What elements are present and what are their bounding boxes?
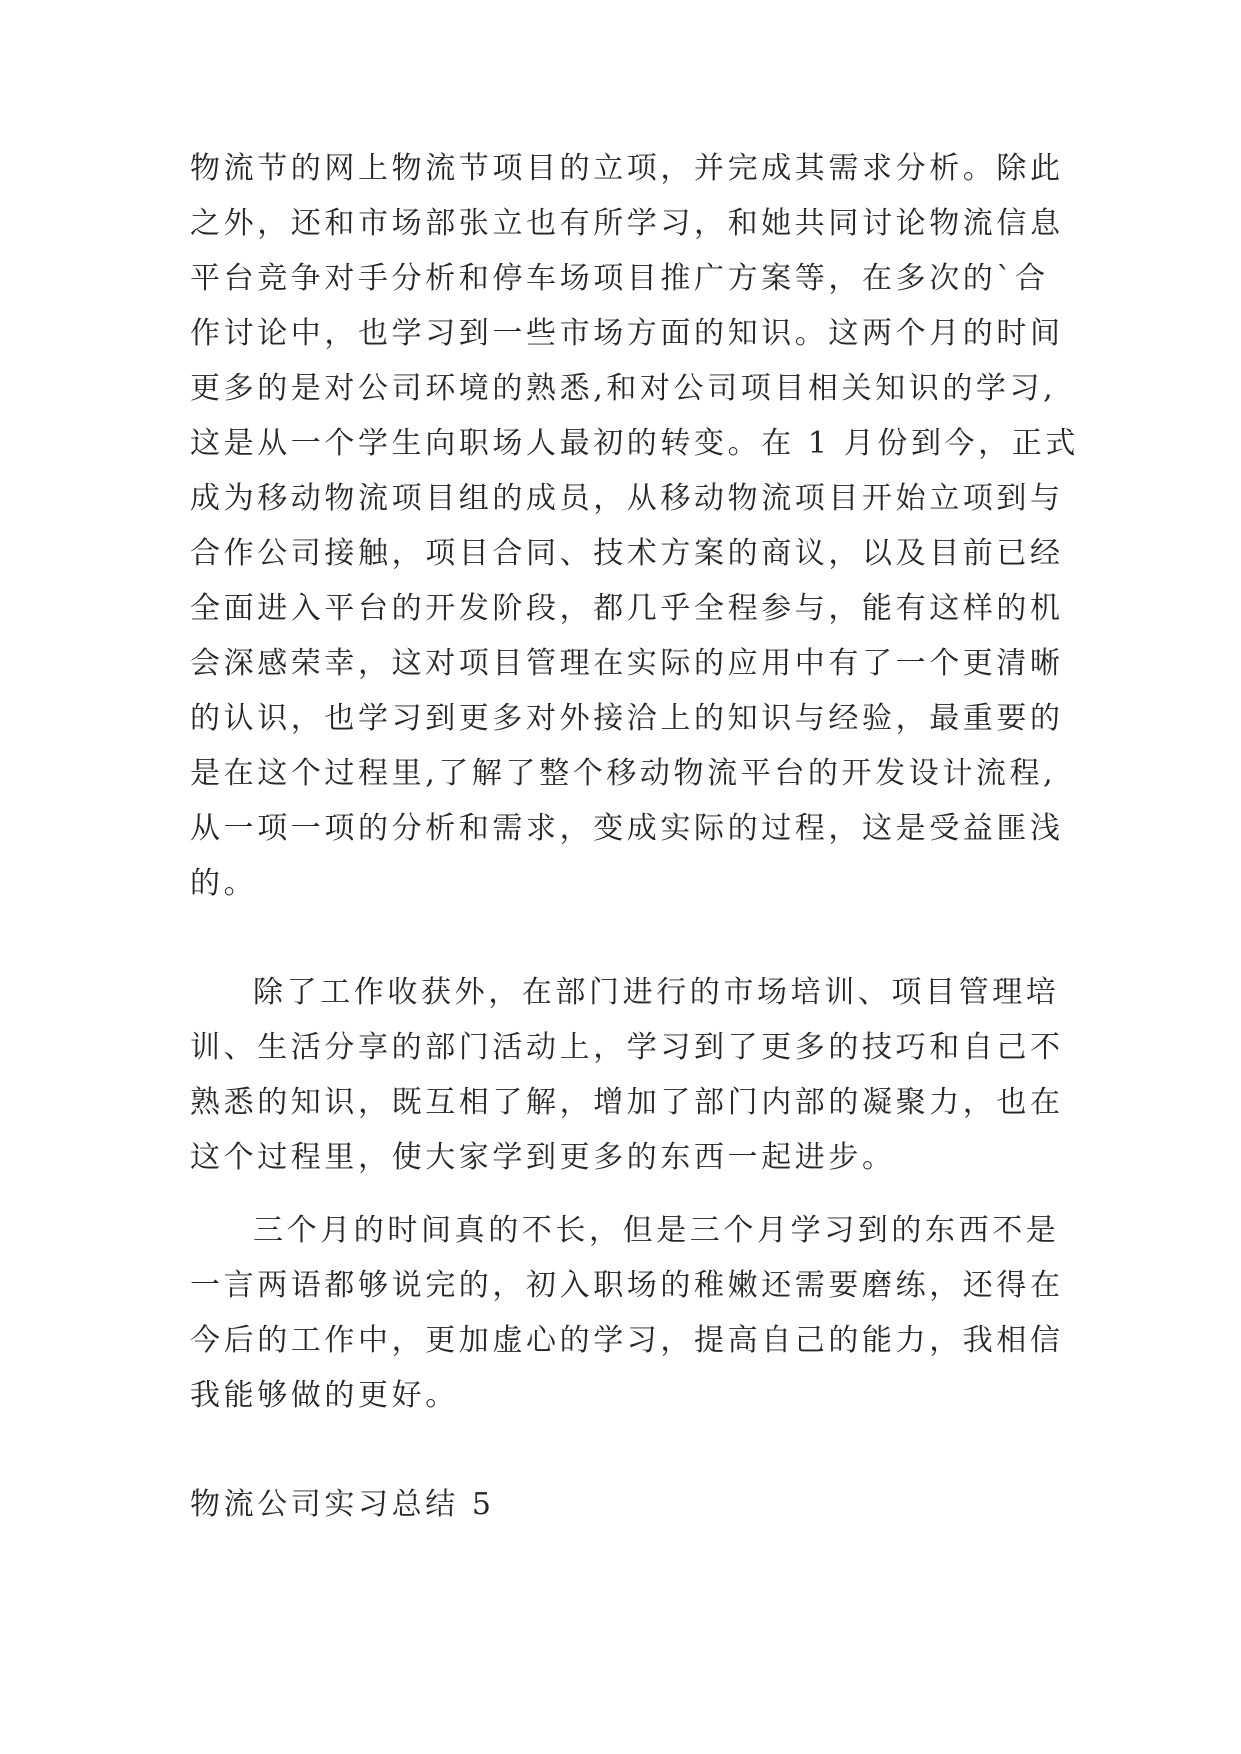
text-line: 一言两语都够说完的，初入职场的稚嫩还需要磨练，还得在 [190, 1268, 1064, 1303]
text-line: 熟悉的知识，既互相了解，增加了部门内部的凝聚力，也在 [190, 1085, 1064, 1120]
text-line: 会深感荣幸，这对项目管理在实际的应用中有了一个更清晰 [190, 646, 1064, 681]
text-line: 物流节的网上物流节项目的立项，并完成其需求分析。除此 [190, 151, 1064, 186]
text-line: 我能够做的更好。 [190, 1378, 459, 1413]
text-line: 更多的是对公司环境的熟悉,和对公司项目相关知识的学习, [190, 371, 1057, 406]
text-line: 的。 [190, 866, 258, 901]
text-line: 这个过程里，使大家学到更多的东西一起进步。 [190, 1140, 896, 1175]
text-line: 训、生活分享的部门活动上，学习到了更多的技巧和自己不 [190, 1030, 1064, 1065]
text-line: 全面进入平台的开发阶段，都几乎全程参与，能有这样的机 [190, 591, 1064, 626]
text-line: 除了工作收获外，在部门进行的市场培训、项目管理培 [253, 975, 1060, 1010]
text-line: 成为移动物流项目组的成员，从移动物流项目开始立项到与 [190, 481, 1064, 516]
text-line: 之外，还和市场部张立也有所学习，和她共同讨论物流信息 [190, 206, 1064, 241]
text-line: 是在这个过程里,了解了整个移动物流平台的开发设计流程, [190, 756, 1057, 791]
text-line: 平台竞争对手分析和停车场项目推广方案等，在多次的`合 [190, 261, 1049, 296]
text-line: 作讨论中，也学习到一些市场方面的知识。这两个月的时间 [190, 316, 1064, 351]
section-heading: 物流公司实习总结 5 [190, 1487, 495, 1522]
text-line: 的认识，也学习到更多对外接洽上的知识与经验，最重要的 [190, 701, 1064, 736]
text-line: 从一项一项的分析和需求，变成实际的过程，这是受益匪浅 [190, 811, 1064, 846]
text-line: 这是从一个学生向职场人最初的转变。在 1 月份到今，正式 [190, 426, 1079, 461]
text-line: 今后的工作中，更加虚心的学习，提高自己的能力，我相信 [190, 1323, 1064, 1358]
text-line: 三个月的时间真的不长，但是三个月学习到的东西不是 [253, 1213, 1060, 1248]
text-line: 合作公司接触，项目合同、技术方案的商议，以及目前已经 [190, 536, 1064, 571]
